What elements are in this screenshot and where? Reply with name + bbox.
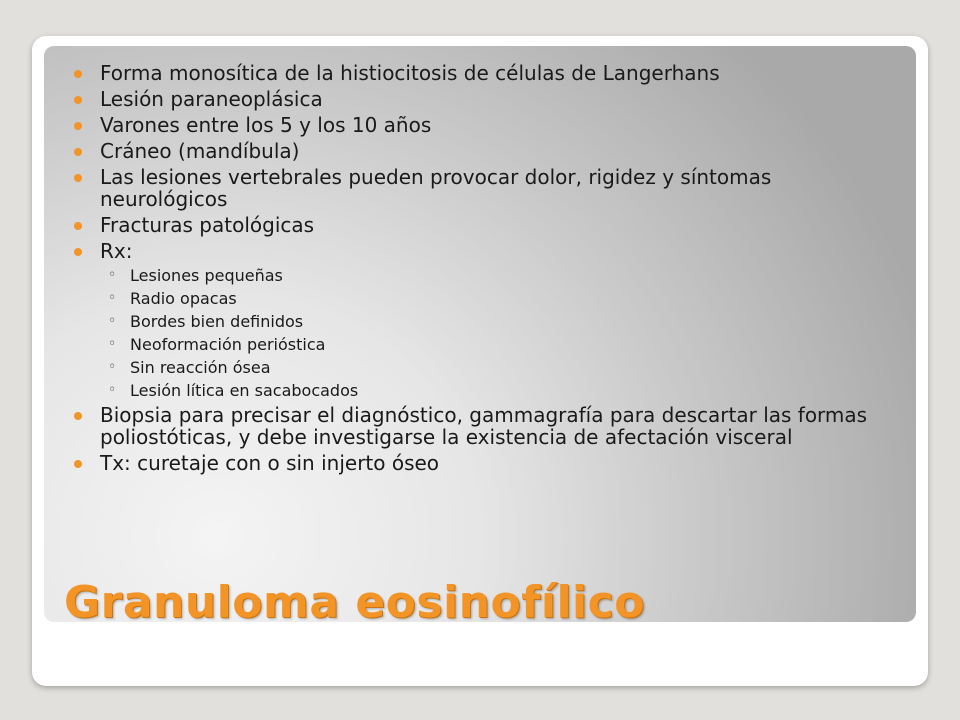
bullet-dot-icon — [74, 460, 82, 468]
ring-bullet-icon: ◦ — [108, 382, 117, 398]
sub-bullet-item: ◦ Bordes bien definidos — [108, 312, 304, 331]
sub-bullet-item: ◦ Lesión lítica en sacabocados — [108, 381, 359, 400]
bullet-item-rx: Rx: ◦ Lesiones pequeñas ◦ Radio opacas ◦ Bordes bien definidos ◦ Neoformación perióstica ◦ Sin reacción ósea ◦ Lesión lítica en sacabocados — [74, 240, 904, 400]
ring-bullet-icon: ◦ — [108, 313, 117, 329]
bullet-item: Biopsia para precisar el diagnóstico, gammagrafía para descartar las formas poliostóticas, y debe investigarse la existencia de afectación visceral — [74, 404, 904, 448]
bullet-item: Fracturas patológicas — [74, 214, 904, 236]
bullet-item: Cráneo (mandíbula) — [74, 140, 904, 162]
bullet-item: Lesión paraneoplásica — [74, 88, 904, 110]
bullet-dot-icon — [74, 248, 82, 256]
slide-title: Granuloma eosinofílico — [64, 577, 645, 628]
bullet-dot-icon — [74, 222, 82, 230]
bullet-item: Las lesiones vertebrales pueden provocar dolor, rigidez y síntomas neurológicos — [74, 166, 904, 210]
bullet-dot-icon — [74, 148, 82, 156]
sub-bullet-item: ◦ Lesiones pequeñas — [108, 266, 283, 285]
rx-sublist — [100, 266, 904, 400]
bullet-item: Forma monosítica de la histiocitosis de células de Langerhans — [74, 62, 904, 84]
bullet-item: Tx: curetaje con o sin injerto óseo — [74, 452, 904, 474]
sub-bullet-item: ◦ Sin reacción ósea — [108, 358, 271, 377]
ring-bullet-icon: ◦ — [108, 290, 117, 306]
bullet-dot-icon — [74, 174, 82, 182]
ring-bullet-icon: ◦ — [108, 267, 117, 283]
sub-bullet-item: ◦ Neoformación perióstica — [108, 335, 326, 354]
bullet-dot-icon — [74, 122, 82, 130]
ring-bullet-icon: ◦ — [108, 336, 117, 352]
ring-bullet-icon: ◦ — [108, 359, 117, 375]
bullet-item: Varones entre los 5 y los 10 años — [74, 114, 904, 136]
bullet-list — [74, 62, 904, 478]
bullet-dot-icon — [74, 412, 82, 420]
sub-bullet-item: ◦ Radio opacas — [108, 289, 237, 308]
bullet-dot-icon — [74, 70, 82, 78]
bullet-dot-icon — [74, 96, 82, 104]
